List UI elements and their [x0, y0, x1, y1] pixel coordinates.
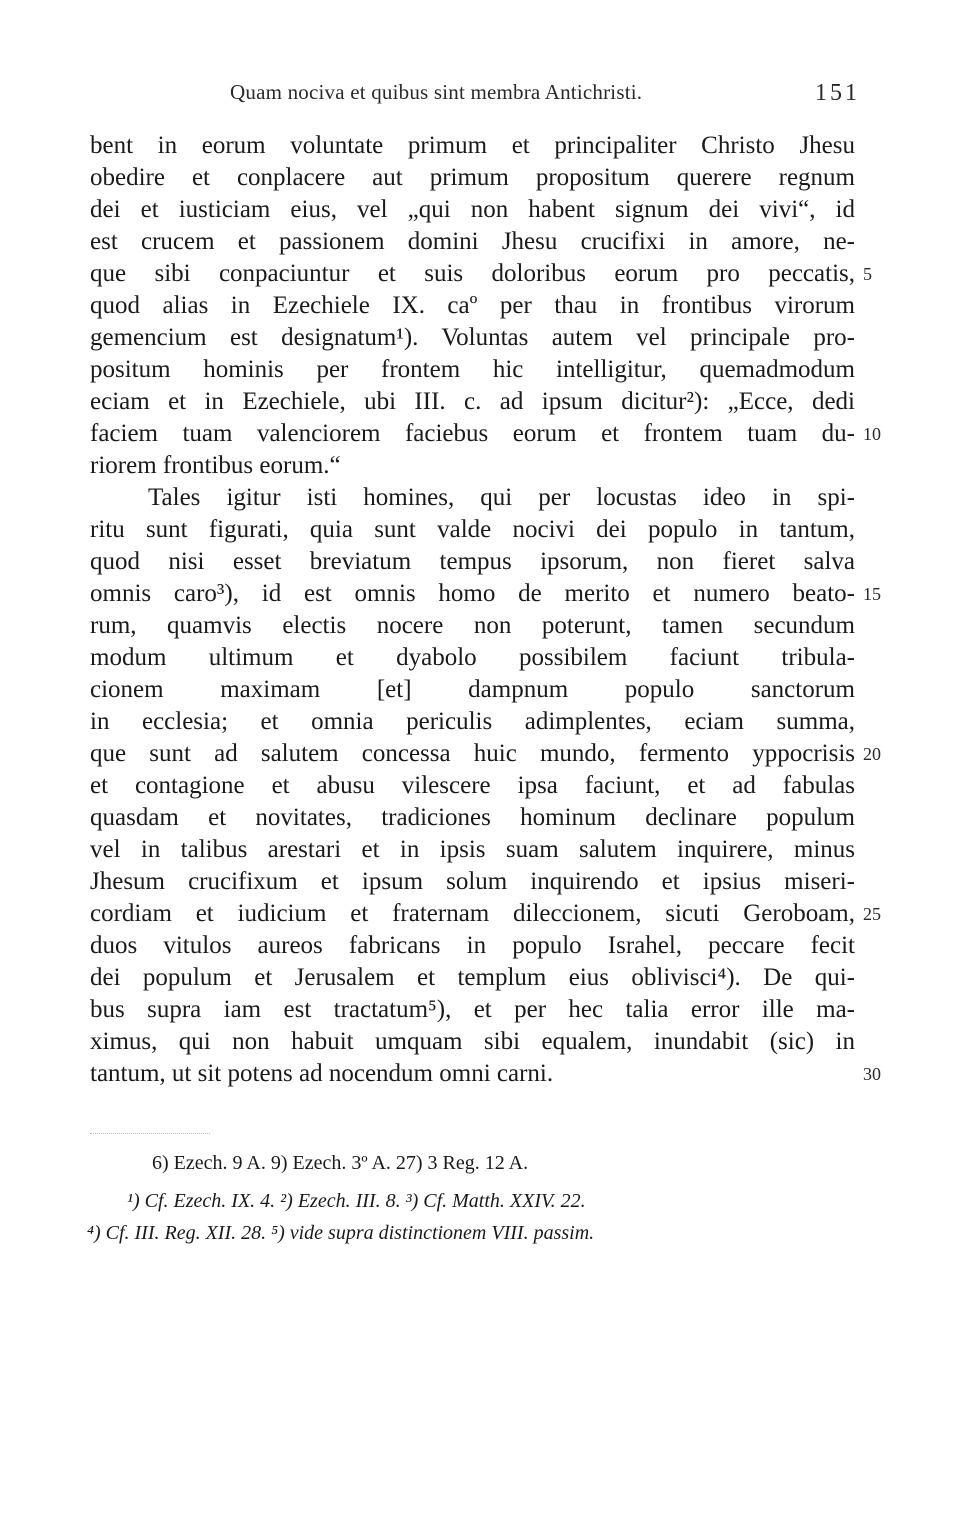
text-line: quasdam et novitates, tradiciones hominum declinare populum — [90, 804, 855, 831]
line-number: 25 — [863, 904, 881, 924]
text-line: bus supra iam est tractatum⁵), et per hec talia error ille ma- — [90, 996, 855, 1023]
text-line: ximus, qui non habuit umquam sibi equalem, inundabit (sic) in — [90, 1028, 855, 1055]
text-line: riorem frontibus eorum.“ — [90, 452, 341, 479]
line-number: 30 — [863, 1064, 881, 1084]
line-number: 15 — [863, 584, 881, 604]
text-line: cionem maximam [et] dampnum populo sanctorum — [90, 676, 855, 703]
page-number: 151 — [815, 80, 860, 106]
line-number: 20 — [863, 744, 881, 764]
text-line: eciam et in Ezechiele, ubi III. c. ad ipsum dicitur²): „Ecce, dedi — [90, 388, 855, 415]
footnote-separator — [90, 1133, 210, 1134]
text-line: omnis caro³), id est omnis homo de merito et numero beato- — [90, 580, 855, 607]
text-line: Jhesum crucifixum et ipsum solum inquirendo et ipsius miseri- — [90, 868, 855, 895]
text-line: que sibi conpaciuntur et suis doloribus eorum pro peccatis, — [90, 260, 855, 287]
text-line: gemencium est designatum¹). Voluntas autem vel principale pro- — [90, 324, 855, 351]
text-line: in ecclesia; et omnia periculis adimplentes, eciam summa, — [90, 708, 855, 735]
text-line: tantum, ut sit potens ad nocendum omni carni. — [90, 1060, 554, 1087]
variant-notes: 6) Ezech. 9 A. 9) Ezech. 3º A. 27) 3 Reg. 12 A. — [152, 1152, 529, 1174]
text-line: ritu sunt figurati, quia sunt valde nocivi dei populo in tantum, — [90, 516, 855, 543]
line-number: 10 — [863, 424, 881, 444]
text-line: duos vitulos aureos fabricans in populo Israhel, peccare fecit — [90, 932, 855, 959]
footnote-line: ⁴) Cf. III. Reg. XII. 28. ⁵) vide supra distinctionem VIII. passim. — [87, 1222, 595, 1244]
text-line: dei populum et Jerusalem et templum eius oblivisci⁴). De qui- — [90, 964, 855, 991]
running-title: Quam nociva et quibus sint membra Antichristi. — [230, 80, 643, 104]
text-line: vel in talibus arestari et in ipsis suam salutem inquirere, minus — [90, 836, 855, 863]
text-line: bent in eorum voluntate primum et principaliter Christo Jhesu — [90, 132, 855, 159]
text-line: et contagione et abusu vilescere ipsa faciunt, et ad fabulas — [90, 772, 855, 799]
text-line: quod alias in Ezechiele IX. caº per thau in frontibus virorum — [90, 292, 855, 319]
footnote-line: ¹) Cf. Ezech. IX. 4. ²) Ezech. III. 8. ³) Cf. Matth. XXIV. 22. — [127, 1190, 586, 1212]
text-line: modum ultimum et dyabolo possibilem faciunt tribula- — [90, 644, 855, 671]
text-line: est crucem et passionem domini Jhesu crucifixi in amore, ne- — [90, 228, 855, 255]
text-line: quod nisi esset breviatum tempus ipsorum, non fieret salva — [90, 548, 855, 575]
line-number: 5 — [863, 264, 872, 284]
text-line: Tales igitur isti homines, qui per locustas ideo in spi- — [148, 484, 855, 511]
text-line: rum, quamvis electis nocere non poterunt, tamen secundum — [90, 612, 855, 639]
text-line: faciem tuam valenciorem faciebus eorum et frontem tuam du- — [90, 420, 855, 447]
text-line: dei et iusticiam eius, vel „qui non habent signum dei vivi“, id — [90, 196, 855, 223]
text-line: obedire et conplacere aut primum propositum querere regnum — [90, 164, 855, 191]
text-line: que sunt ad salutem concessa huic mundo, fermento yppocrisis — [90, 740, 855, 767]
text-line: cordiam et iudicium et fraternam dileccionem, sicuti Geroboam, — [90, 900, 855, 927]
text-line: positum hominis per frontem hic intelligitur, quemadmodum — [90, 356, 855, 383]
